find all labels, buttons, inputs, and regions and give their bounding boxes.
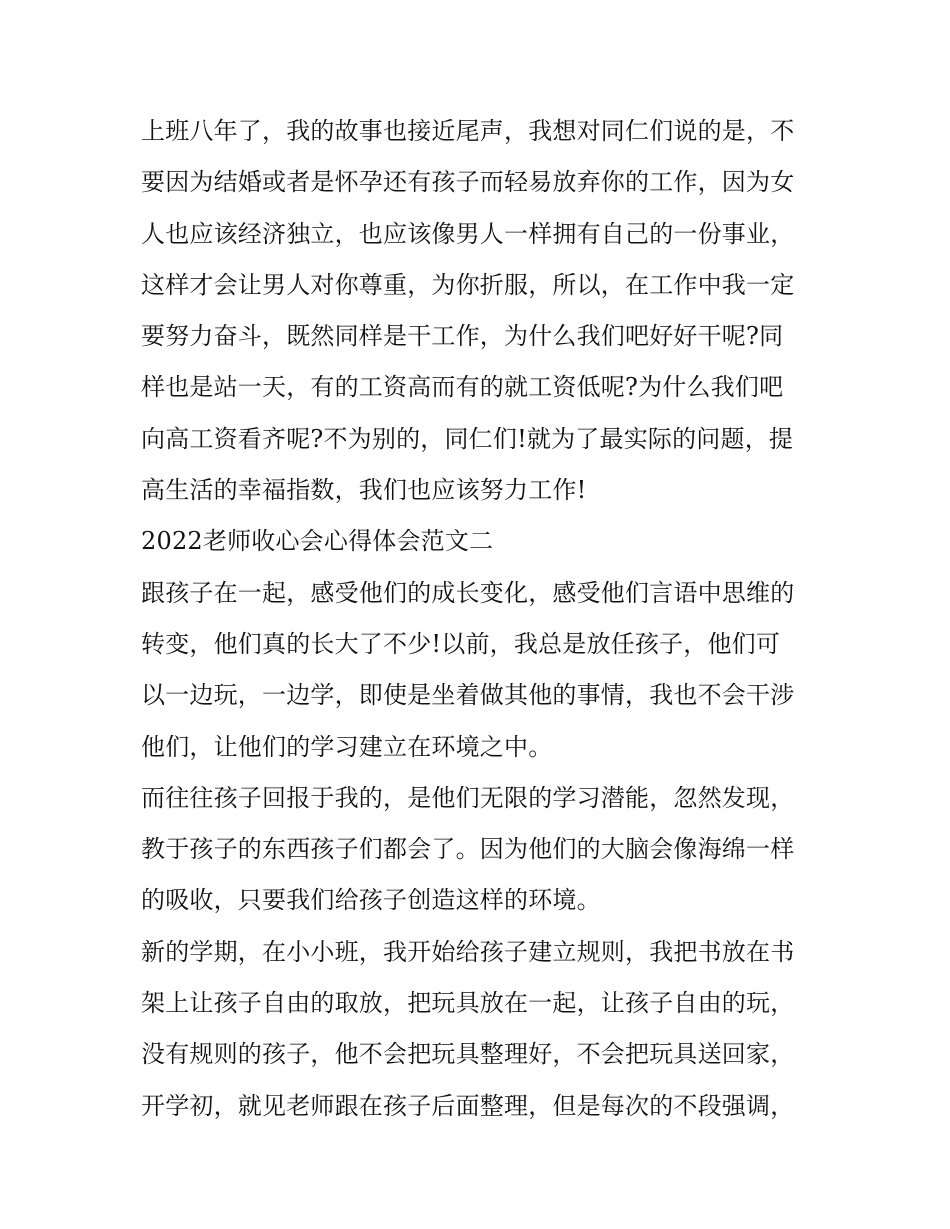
text-line: 样也是站一天，有的工资高而有的就工资低呢?为什么我们吧 <box>141 373 784 402</box>
section-heading: 2022老师收心会心得体会范文二 <box>141 527 494 556</box>
text-line: 要因为结婚或者是怀孕还有孩子而轻易放弃你的工作，因为女 <box>141 168 795 197</box>
text-line: 要努力奋斗，既然同样是干工作，为什么我们吧好好干呢?同 <box>141 322 784 351</box>
text-line: 高生活的幸福指数，我们也应该努力工作! <box>141 476 587 505</box>
text-line: 他们，让他们的学习建立在环境之中。 <box>141 732 553 761</box>
text-line: 以一边玩，一边学，即使是坐着做其他的事情，我也不会干涉 <box>141 681 795 710</box>
document-body <box>141 106 821 1132</box>
text-line: 人也应该经济独立，也应该像男人一样拥有自己的一份事业， <box>141 219 795 248</box>
text-line: 这样才会让男人对你尊重，为你折服，所以，在工作中我一定 <box>141 270 795 299</box>
text-line: 开学初，就见老师跟在孩子后面整理，但是每次的不段强调， <box>141 1091 795 1120</box>
text-line: 而往往孩子回报于我的，是他们无限的学习潜能，忽然发现， <box>141 783 795 812</box>
text-line: 新的学期，在小小班，我开始给孩子建立规则，我把书放在书 <box>141 937 795 966</box>
text-line: 没有规则的孩子，他不会把玩具整理好，不会把玩具送回家， <box>141 1040 795 1069</box>
text-line: 教于孩子的东西孩子们都会了。因为他们的大脑会像海绵一样 <box>141 835 795 864</box>
text-line: 的吸收，只要我们给孩子创造这样的环境。 <box>141 886 601 915</box>
text-line: 架上让孩子自由的取放，把玩具放在一起，让孩子自由的玩， <box>141 989 795 1018</box>
text-line: 向高工资看齐呢?不为别的，同仁们!就为了最实际的问题，提 <box>141 424 794 453</box>
text-line: 上班八年了，我的故事也接近尾声，我想对同仁们说的是，不 <box>141 117 795 145</box>
text-line: 跟孩子在一起，感受他们的成长变化，感受他们言语中思维的 <box>141 578 795 607</box>
text-line: 转变，他们真的长大了不少!以前，我总是放任孩子，他们可 <box>141 629 781 658</box>
